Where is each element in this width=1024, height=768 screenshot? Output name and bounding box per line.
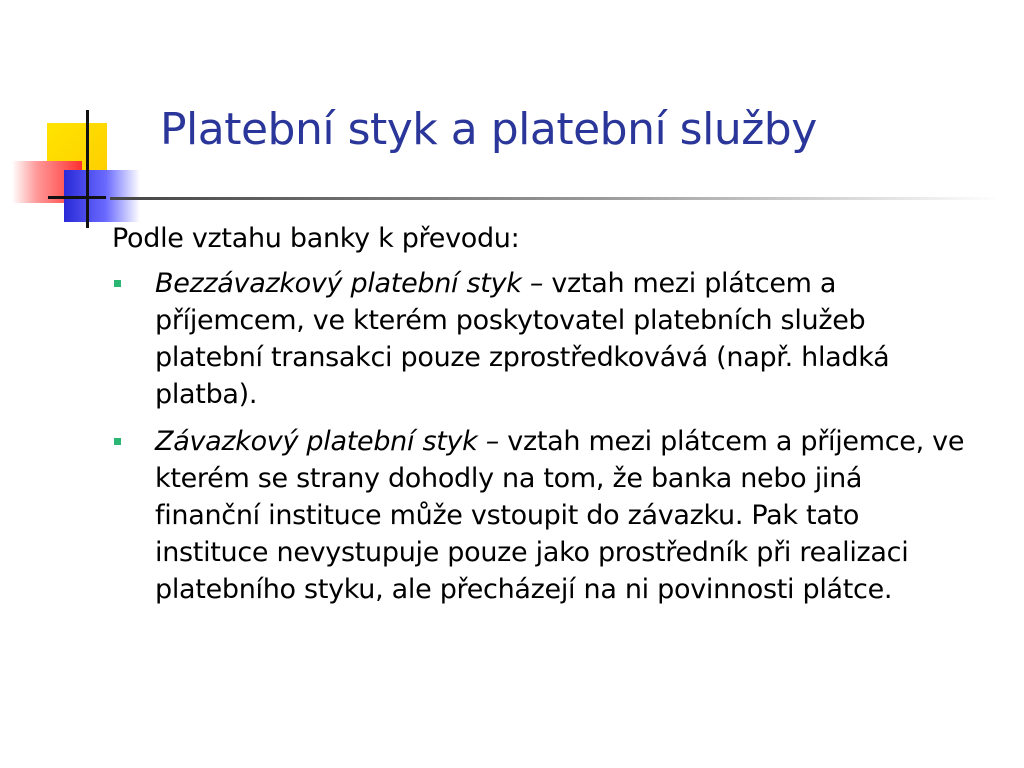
logo-vertical-line (86, 110, 89, 228)
bullet-term: Bezzávazkový platební styk – (155, 268, 544, 299)
intro-text: Podle vztahu banky k převodu: (112, 223, 520, 254)
bullet-item-zavazkovy (112, 423, 972, 608)
square-bullet-icon (114, 438, 121, 445)
square-bullet-icon (114, 280, 121, 287)
bullet-text: vztah mezi plátcem a příjemce, ve kterém se strany dohodly na tom, že banka nebo jiná finanční instituce může vstoupit do závazku. Pak tato instituce nevystupuje pouze jako prostředník při realizaci platebního styku, ale přecházejí na ni povinnosti plátce. (155, 426, 965, 605)
colored-squares-logo (0, 0, 140, 240)
bullet-term: Závazkový platební styk – (155, 426, 500, 457)
slide-body (112, 220, 972, 618)
bullet-item-bezzavazkovy (112, 265, 972, 413)
logo-horizontal-line (48, 196, 106, 199)
bullet-text: vztah mezi plátcem a příjemcem, ve kterém poskytovatel platebních služeb platební transakci pouze zprostředkovává (např. hladká platba). (155, 268, 890, 410)
title-divider (110, 197, 1000, 200)
bullet-list (112, 265, 972, 608)
slide-title: Platební styk a platební služby (160, 104, 817, 155)
